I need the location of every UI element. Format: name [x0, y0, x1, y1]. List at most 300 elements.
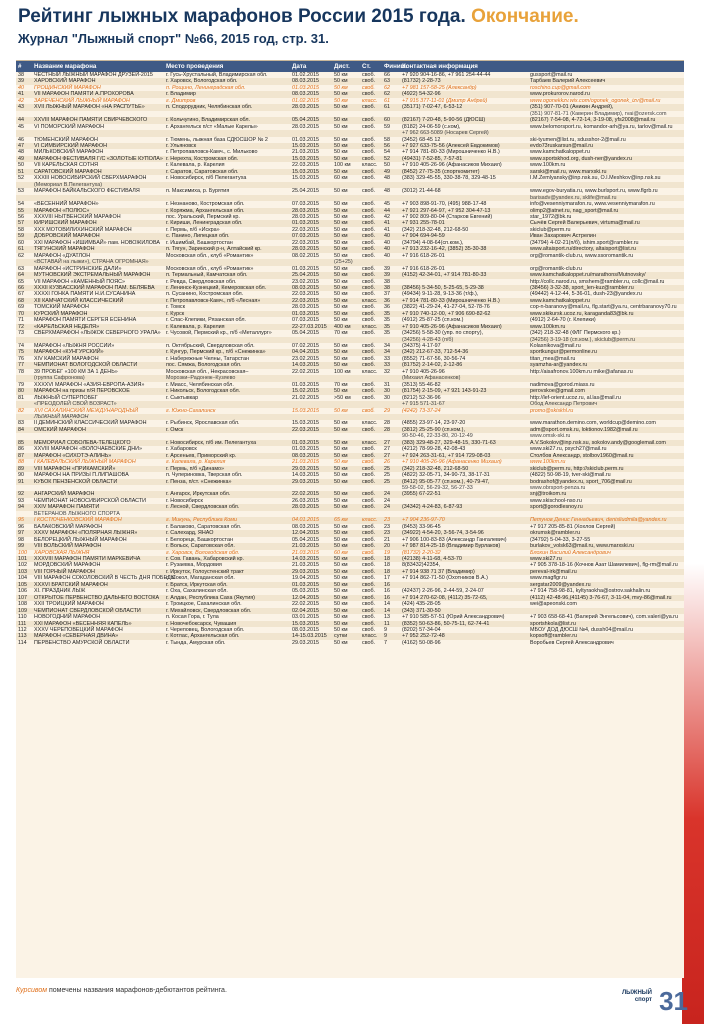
cell-style: своб.: [362, 607, 376, 614]
cell-style: своб.: [362, 478, 376, 485]
cell-finishers: 61: [384, 97, 390, 104]
cell-contact: sarski@mail.ru, www.marxski.ru: [530, 168, 607, 175]
cell-contact: www.omsk-ski.ru: [530, 433, 571, 440]
cell-distance: 50 км: [334, 149, 348, 156]
cell-phone: (342) 212-67-33, 712-54-36: [402, 349, 469, 356]
cell-number: 79: [18, 381, 24, 388]
cell-place: г. Новосибирск, п/б им. Пелегантуха: [166, 439, 257, 446]
cell-number: 90: [18, 472, 24, 479]
cell-date: 01.02.2015: [292, 97, 319, 104]
cell-finishers: 26: [384, 459, 390, 466]
cell-place: г. Микунь, Республика Коми: [166, 517, 237, 524]
cell-date: 05.04.2015: [292, 117, 319, 124]
rating-table: [16, 61, 684, 646]
cell-style: своб.: [362, 343, 376, 350]
cell-place: г. Арсеньев, Приморский кр.: [166, 452, 237, 459]
cell-contact: syamzha-ar@yandex.ru: [530, 362, 588, 369]
cell-finishers: 27: [384, 439, 390, 446]
cell-date: 22.03.2015: [292, 162, 319, 169]
cell-phone: (81752) 2-14-02, 2-12-86: [402, 362, 463, 369]
cell-style: своб.: [362, 201, 376, 208]
cell-contact: www.altaisport.ru/directory, altaisport@list.ru: [530, 246, 637, 253]
cell-date: 23.02.2015: [292, 278, 319, 285]
cell-distance: 50 км: [334, 72, 348, 78]
cell-style: своб.: [362, 459, 375, 466]
cell-number: 109: [18, 607, 27, 614]
cell-finishers: 17: [384, 575, 390, 582]
cell-place: г. Омск: [166, 426, 184, 433]
cell-style: своб.: [362, 104, 376, 111]
cell-distance: 50 км: [334, 497, 348, 504]
cell-number: 111: [18, 620, 27, 627]
cell-finishers: 28: [384, 426, 390, 433]
cell-distance: 50 км: [334, 310, 348, 317]
cell-contact: sport@gorodlesnoy.ru: [530, 504, 583, 511]
cell-number: 68: [18, 297, 24, 304]
cell-date: 29.03.2015: [292, 639, 319, 646]
cell-distance: 65 км: [334, 517, 348, 524]
cell-name: VII КАРЕЛЬСКАЯ СОТНЯ: [34, 162, 99, 169]
cell-phone: 8(83432)42354,: [402, 562, 441, 569]
cell-contact: www.100km.ru: [530, 323, 566, 330]
cell-contact: barisadv@yandex.ru, sklife@mail.ru: [530, 194, 617, 201]
cell-name: ЧЕМПИОНАТ ВОЛОГОДСКОЙ ОБЛАСТИ: [34, 362, 138, 369]
cell-distance: 50 км: [334, 452, 348, 459]
cell-number: 80: [18, 388, 24, 395]
cell-number: 96: [18, 523, 24, 530]
cell-phone: (8182) 24-06-59 (с.ком),: [402, 123, 461, 130]
cell-place: Морозки–Радонеж–Кузяево: [166, 375, 236, 382]
cell-style: своб.: [362, 123, 376, 130]
cell-finishers: 61: [384, 104, 390, 111]
cell-place: г. Михайловск, Свердловская обл.: [166, 607, 252, 614]
cell-name: МАРАФОН ФЕСТИВАЛЯ Г/С «ЗОЛОТЫЕ КУПОЛА»: [34, 155, 163, 162]
cell-finishers: 56: [384, 142, 390, 149]
cell-date: 12.04.2015: [292, 594, 319, 601]
cell-number: 55: [18, 207, 24, 214]
cell-phone: (49434) 9-11-28, 9-13-36 (т/ф.),: [402, 291, 479, 298]
cell-distance: 50 км: [334, 252, 348, 259]
cell-contact: МБОУ ДОД ДЮСШ №4, dussh04@mail.ru: [530, 626, 634, 633]
cell-style: своб.: [362, 233, 376, 240]
title-accent: Окончание.: [471, 6, 579, 27]
header-date: Дата: [292, 63, 307, 70]
table-body: [16, 72, 684, 646]
cell-place: г. Новосибирск, п/б Пелегантуха: [166, 175, 247, 182]
cell-distance: 50 км: [334, 78, 348, 85]
cell-distance: 50 км: [334, 233, 348, 240]
cell-number: 67: [18, 291, 24, 298]
cell-name: XII КАМЧАТСКИЙ КЛАССИЧЕСКИЙ: [34, 297, 124, 304]
cell-distance: 50 км: [334, 155, 348, 162]
cell-number: 46: [18, 136, 24, 143]
cell-place: г. Кириши, Ленинградская обл.: [166, 220, 243, 227]
cell-date: 29.03.2015: [292, 465, 319, 472]
cell-distance: 50 км: [334, 581, 348, 588]
cell-contact: www.sportskhod.org, dush-ner@yandex.ru: [530, 155, 632, 162]
cell-date: 21.03.2015: [292, 562, 319, 569]
header-contact-extra: [528, 61, 684, 72]
cell-number: 63: [18, 265, 24, 272]
cell-contact: +7 905 378-18-16 (Кочнов Азат Шамилевич), flg-rm@mail.ru: [530, 562, 678, 569]
cell-place: г. Нерехта, Костромская обл.: [166, 155, 239, 162]
header-place: Место проведения: [166, 63, 224, 70]
cell-contact: wei@apeonski.com: [530, 601, 577, 608]
cell-number: 108: [18, 601, 27, 608]
cell-date: 01.03.2015: [292, 381, 319, 388]
cell-name: АНГАРСКИЙ МАРАФОН: [34, 491, 95, 498]
cell-name: 39 ПРОБЕГ «100 КМ ЗА 1 ДЕНЬ»: [34, 368, 118, 375]
cell-contact: I.M.Zemlyansky@inp.nsk.su, O.I.Meshkov@inp.nsk.su: [530, 175, 661, 182]
cell-contact: evdo73ruskarsun@mail.ru: [530, 142, 594, 149]
cell-name: «ВСТАВАЙ на лыжи»), СТРАНА ОГРОМНАЯ»: [34, 259, 149, 266]
cell-name: МАРАФОН «СЕВЕРНАЯ ДВИНА»: [34, 633, 119, 640]
cell-name: МАРАФОН «ДУАТЛОН: [34, 252, 91, 259]
cell-number: 65: [18, 278, 24, 285]
cell-finishers: 36: [384, 297, 390, 304]
cell-name: XXX МОТОВИЛИХИНСКИЙ МАРАФОН: [34, 226, 132, 233]
cell-name: XVII ЛЫЖНЫЙ МАРАФОН «НА РАСПУТЬЕ»: [34, 104, 145, 111]
cell-contact: www.100km.ru: [530, 162, 566, 169]
cell-name: XXXXVI МАРАФОН «АЗИЯ-ЕВРОПА-АЗИЯ»: [34, 381, 145, 388]
cell-date: 01.03.2015: [292, 265, 319, 272]
cell-date: 25.04.2015: [292, 188, 319, 195]
cell-date: 22-27.03.2015: [292, 323, 327, 330]
cell-phone: +7 914 781-80-33 (Мирошниченко Н.В.): [402, 297, 500, 304]
cell-number: 77: [18, 362, 24, 369]
cell-contact: perovskoe@gmail.com: [530, 388, 585, 395]
cell-name: ЧЕСТНЫЙ ЛЫЖНЫЙ МАРАФОН ДРУЗЕЙ-2015: [34, 72, 153, 78]
cell-name: ХАРОВСКИЙ МАРАФОН: [34, 78, 96, 85]
cell-name: XXXII КУЗБАССКИЙ МАРАФОН ПАМ. БЕЛЯЕВА: [34, 284, 155, 291]
cell-date: 22.03.2015: [292, 297, 319, 304]
cell-finishers: 25: [384, 478, 390, 485]
cell-name: XVI САХАЛИНСКИЙ МЕЖДУНАРОДНЫЙ: [34, 407, 139, 414]
cell-style: своб.: [362, 626, 376, 633]
cell-distance: 50 км: [334, 575, 348, 582]
cell-style: своб.: [362, 639, 376, 646]
cell-date: 08.03.2015: [292, 523, 319, 530]
cell-finishers: 29: [384, 407, 390, 414]
cell-contact: www.ogonekkzv.wix.com/ogonek_ogonek_izv@mail.ru: [530, 97, 661, 104]
cell-place: г. Калевала, р. Карелия: [166, 459, 226, 466]
cell-finishers: 23: [384, 530, 390, 537]
cell-phone: (342) 218-32-48, 212-68-50: [402, 226, 469, 233]
cell-place: г. Владимир: [166, 91, 196, 98]
cell-date: 23.02.2015: [292, 355, 319, 362]
cell-style: своб.: [362, 84, 375, 91]
cell-finishers: 30: [384, 388, 390, 395]
cell-phone: +7 962 663-5089 (Носарев Сергей): [402, 130, 489, 137]
cell-distance: 50 км: [334, 362, 348, 369]
cell-place: г. Лесной, Свердловская обл.: [166, 504, 240, 511]
cell-date: 22.03.2015: [292, 226, 319, 233]
cell-number: 82: [18, 407, 24, 414]
cell-number: 62: [18, 252, 24, 259]
cell-name: КУБОК ПЕНЗЕНСКОЙ ОБЛАСТИ: [34, 478, 118, 485]
cell-phone: (49431) 7-52-85, 7-57-81: [402, 155, 463, 162]
cell-place: г. Ленинск-Кузнецкий, Кемеровская обл.: [166, 284, 267, 291]
cell-distance: 50 км: [334, 504, 348, 511]
cell-phone: (3452) 68-45 12: [402, 136, 441, 143]
cell-finishers: 11: [384, 620, 390, 627]
cell-contact: www.kamchatkaloppet.ru/marathons/Mutnovsky/: [530, 272, 646, 279]
cell-name: ЛЫЖНЫЙ СУПЕРПОБЕГ: [34, 394, 98, 401]
cell-contact: adm@sport.omsk.ru, loktionov.1982@mail.ru: [530, 426, 638, 433]
cell-phone: +7 910 405-26-96 (Афанасенко Михаил): [402, 459, 502, 466]
cell-style: класс.: [362, 323, 378, 330]
cell-name: КИРИШСКИЙ МАРАФОН: [34, 220, 97, 227]
cell-contact: promo@skiskhl.ru: [530, 407, 574, 414]
cell-finishers: 38: [384, 284, 390, 291]
cell-style: своб.: [362, 388, 376, 395]
cell-phone: +7 910 405-26-96: [402, 368, 445, 375]
cell-contact: Петунов Денис Геннадьевич, denisliudmila@yandex.ru: [530, 517, 667, 524]
cell-place: п. Сокол, Магаданская обл.: [166, 575, 235, 582]
cell-finishers: 41: [384, 220, 390, 227]
cell-place: г. Чусовой, Пермский кр., п/б «Металлург»: [166, 330, 272, 337]
cell-place: Московская обл., клуб «Романтик»: [166, 252, 254, 259]
cell-date: 14.03.2015: [292, 362, 319, 369]
cell-finishers: 9: [384, 633, 387, 640]
cell-name: XXXVIII НЫТВЕНСКИЙ МАРАФОН: [34, 213, 121, 220]
cell-finishers: 18: [384, 562, 390, 569]
cell-number: 59: [18, 233, 24, 240]
cell-number: 105: [18, 581, 27, 588]
cell-finishers: 33: [384, 362, 390, 369]
cell-distance: 50 км: [334, 536, 348, 543]
cell-contact: Иван Захарович Астрелин: [530, 233, 596, 240]
cell-distance: 50 км: [334, 568, 348, 575]
cell-number: 42: [18, 97, 24, 104]
cell-finishers: 35: [384, 323, 390, 330]
cell-style: своб.: [362, 543, 376, 550]
cell-phone: +7 914 862-71-50 (Охотников В.А.): [402, 575, 488, 582]
cell-place: г. Гусь-Хрустальный, Владимирская обл.: [166, 72, 268, 78]
cell-contact: org@romantik-club.ru: [530, 265, 582, 272]
cell-distance: 50 км: [334, 291, 348, 298]
cell-distance: 50 км: [334, 123, 348, 130]
cell-place: п. Косая Гора, г. Тула: [166, 614, 219, 621]
cell-phone: +7 906 100-83-83 (Александр Гангалевич): [402, 536, 507, 543]
cell-name: ЗАРЕЧЕНСКИЙ ЛЫЖНЫЙ МАРАФОН: [34, 97, 130, 104]
cell-contact: Блохин Василий Александрович: [530, 549, 611, 556]
cell-phone: +7 921 297-64-97, +7 952 304-47-13: [402, 207, 491, 214]
cell-number: 92: [18, 491, 24, 498]
cell-phone: (34256) 5-58-30 (упр. по спорту),: [402, 330, 483, 337]
cell-style: своб.: [362, 246, 376, 253]
cell-distance: 50 км: [334, 426, 348, 433]
cell-date: 28.03.2015: [292, 104, 319, 111]
cell-contact: info@vesenniymarafon.ru, www.vesenniymarafon.ru: [530, 201, 655, 208]
cell-phone: (383) 329-48-27, 329-48-15, 330-71-63: [402, 439, 496, 446]
cell-number: 60: [18, 239, 24, 246]
page-title: [18, 6, 579, 28]
cell-contact: (34792) 5-04-33, 3-27-55: [530, 536, 591, 543]
cell-distance: 50 км: [334, 472, 348, 479]
cell-style: своб.: [362, 472, 376, 479]
cell-distance: 50 км: [334, 91, 348, 98]
cell-name: XI. ПРАЗДНИК ЛЫЖ: [34, 588, 86, 595]
cell-phone: (42138) 4-11-68, 4-53-70: [402, 555, 462, 562]
cell-finishers: 23: [384, 517, 390, 524]
cell-phone: (34256) 4-28-43 (п/б): [402, 336, 454, 343]
cell-contact: www.prokurorov.narod.ru: [530, 91, 590, 98]
cell-finishers: 40: [384, 252, 390, 259]
footnote-text: помечены названия марафонов-дебютантов рейтинга.: [47, 987, 227, 994]
cell-finishers: 27: [384, 446, 390, 453]
cell-place: пос. Сямжа, Вологодская обл.: [166, 362, 242, 369]
cell-date: 08.03.2015: [292, 284, 319, 291]
cell-date: 15.03.2015: [292, 620, 319, 627]
cell-distance: 50 км: [334, 607, 348, 614]
cell-name: ОМСКИЙ МАРАФОН: [34, 426, 86, 433]
cell-style: класс.: [362, 420, 378, 427]
cell-place: г. Братск, Иркутская обл.: [166, 581, 228, 588]
cell-style: своб.: [362, 588, 376, 595]
cell-phone: (3513) 55-46-82: [402, 381, 441, 388]
cell-place: пос. Уральский, Пермский кр.: [166, 213, 240, 220]
cell-distance: (25+25): [334, 259, 353, 266]
cell-place: г. Череповец, Вологодская обл.: [166, 626, 245, 633]
cell-finishers: 13: [384, 614, 390, 621]
cell-number: 54: [18, 201, 24, 208]
cell-finishers: 25: [384, 465, 390, 472]
cell-contact: skiclub@perm.ru, http://skiclub.perm.ru: [530, 465, 624, 472]
header-distance: Дист.: [334, 63, 350, 70]
cell-number: 89: [18, 465, 24, 472]
cell-phone: (34794) 4-08-64(сп.ком.),: [402, 239, 464, 246]
cell-name: САРАТОВСКИЙ МАРАФОН: [34, 168, 102, 175]
cell-phone: (3955) 67-22-51: [402, 491, 441, 498]
cell-finishers: 59: [384, 123, 390, 130]
cell-style: своб.: [362, 213, 376, 220]
cell-date: 02.04.2015: [292, 607, 319, 614]
cell-finishers: 18: [384, 555, 390, 562]
cell-name: МАРАФОН на призы п/Я ПЕРОВСКОЕ: [34, 388, 130, 395]
cell-number: 38: [18, 72, 24, 78]
cell-distance: 50 км: [334, 104, 348, 111]
cell-phone: 59-58-02, 56-29-32, 56-27-33: [402, 485, 473, 491]
cell-distance: 50 км: [334, 478, 348, 485]
cell-number: 39: [18, 78, 24, 85]
cell-contact: cop-n-baranovy@mail.ru, flg.start@ya.ru, centrbaranovy70.ru: [530, 304, 677, 311]
cell-phone: (3822) 41-29-24, 41-27-04, 52-78-76: [402, 304, 490, 311]
cell-date: 05.03.2015: [292, 588, 319, 595]
cell-style: своб.: [362, 465, 376, 472]
cell-contact: +7 914 758-98-81, kyltyraokha@ostrov.sakhalin.ru: [530, 588, 651, 595]
cell-contact: sportshkola@list.ru: [530, 620, 576, 627]
cell-distance: 50 км: [334, 297, 348, 304]
cell-style: своб.: [362, 355, 376, 362]
cell-distance: 50 км: [334, 136, 348, 143]
cell-phone: (4242) 73-37-24: [402, 407, 441, 414]
cell-finishers: 9: [384, 626, 387, 633]
cell-date: 28.03.2015: [292, 246, 319, 253]
cell-style: своб.: [362, 568, 376, 575]
cell-contact: http://lef-orient.ucoz.ru, al.las@mail.ru: [530, 394, 621, 401]
cell-style: своб.: [362, 239, 376, 246]
cell-place: г. Котлас, Архангельская обл.: [166, 633, 240, 640]
cell-number: 114: [18, 639, 27, 646]
cell-contact: http://collc.narod.ru, smshem@rambler.ru, collc@mail.ru: [530, 278, 665, 285]
cell-number: 74: [18, 343, 24, 350]
cell-name: VI ПОМОРСКИЙ МАРАФОН: [34, 123, 105, 130]
cell-number: 88: [18, 459, 24, 466]
cell-distance: 50 км: [334, 614, 348, 621]
cell-style: своб.: [362, 117, 376, 124]
cell-phone: (343) 371-30-50: [402, 607, 441, 614]
cell-place: г. Балаково, Саратовская обл.: [166, 523, 242, 530]
cell-place: п. Октябрьский, Свердловская обл.: [166, 343, 255, 350]
cell-place: г. Сыктывкар: [166, 394, 199, 401]
cell-style: класс.: [362, 368, 378, 375]
cell-distance: 50 км: [334, 523, 348, 530]
cell-finishers: 66: [384, 72, 390, 78]
cell-distance: сутки: [334, 633, 348, 640]
cell-phone: (8452) 27-75-35 (спорткомитет): [402, 168, 480, 175]
cell-name: VIII МАРАФОН СОКОЛОВСКИЙ В ЧЕСТЬ ДНЯ ПОБЕДЫ: [34, 575, 176, 582]
cell-finishers: 40: [384, 239, 390, 246]
cell-contact: star_1972@bk.ru: [530, 213, 572, 220]
cell-style: своб.: [362, 278, 376, 285]
cell-contact: skiclub@perm.ru: [530, 226, 571, 233]
cell-distance: 50 км: [334, 188, 348, 195]
cell-distance: 50 км: [334, 284, 348, 291]
header-finishers: Финиш.: [384, 63, 408, 70]
cell-finishers: 40: [384, 233, 390, 240]
cell-place: г. Оха, Сахалинская обл.: [166, 588, 228, 595]
cell-distance: 50 км: [334, 594, 348, 601]
cell-place: п. Максимиха, р. Бурятия: [166, 188, 230, 195]
cell-contact: Тарбаев Валерий Алексеевич: [530, 78, 606, 85]
cell-place: п. Тягун, Заринский р-н, Алтайский кр.: [166, 246, 262, 253]
cell-place: г. Салехард, ЯНАО: [166, 530, 214, 537]
cell-date: 28.03.2015: [292, 213, 319, 220]
cell-date: 15.03.2015: [292, 155, 319, 162]
cell-phone: +7 910 405-26-96 (Афанасиков Михаил): [402, 162, 502, 169]
cell-style: своб.: [362, 72, 376, 78]
cell-style: своб.: [362, 78, 376, 85]
cell-contact: www.belomorsport.ru, komandor-arh@ya.ru, tarlov@mail.ru: [530, 123, 673, 130]
cell-name: XIV КАМСКИЙ МАРАФОН: [34, 355, 99, 362]
cell-name: ЛЫЖНЫЙ МАРАФОН: [34, 414, 89, 421]
cell-date: 01.03.2015: [292, 439, 319, 446]
title-main: Рейтинг лыжных марафонов России 2015 года.: [18, 6, 466, 27]
cell-style: своб.: [362, 562, 376, 569]
cell-finishers: 54: [384, 149, 390, 156]
cell-style: своб.: [362, 407, 375, 414]
cell-style: своб.: [362, 142, 376, 149]
cell-place: г. Спас-Клепики, Рязанская обл.: [166, 317, 247, 324]
cell-number: 84: [18, 426, 24, 433]
cell-name: МАРАФОН БАЙКАЛЬСКОГО ФЕСТИВАЛЯ: [34, 188, 140, 195]
cell-phone: (4152) 42-34-01, +7 914 781-80-33: [402, 272, 487, 279]
cell-place: г. Никольск, Вологодская обл.: [166, 388, 241, 395]
cell-phone: +7 910 405-26-96 (Афанасиков Михаил): [402, 323, 502, 330]
cell-style: своб.: [362, 362, 376, 369]
cell-date: 21.03.2015: [292, 149, 319, 156]
cell-phone: (8412) 95-05-77 (сп.ком.), 40-79-47,: [402, 478, 490, 485]
cell-distance: 50 км: [334, 639, 348, 646]
cell-contact: ski-tyumen@list.ru, sdusshor-2@mail.ru: [530, 136, 626, 143]
cell-date: 05.04.2015: [292, 536, 319, 543]
cell-finishers: 35: [384, 330, 390, 337]
cell-phone: (81732) 2-20-32: [402, 549, 441, 556]
logo-line-1: ЛЫЖНЫЙ: [621, 990, 652, 996]
cell-date: 15.03.2015: [292, 407, 319, 414]
cell-distance: 50 км: [334, 465, 348, 472]
